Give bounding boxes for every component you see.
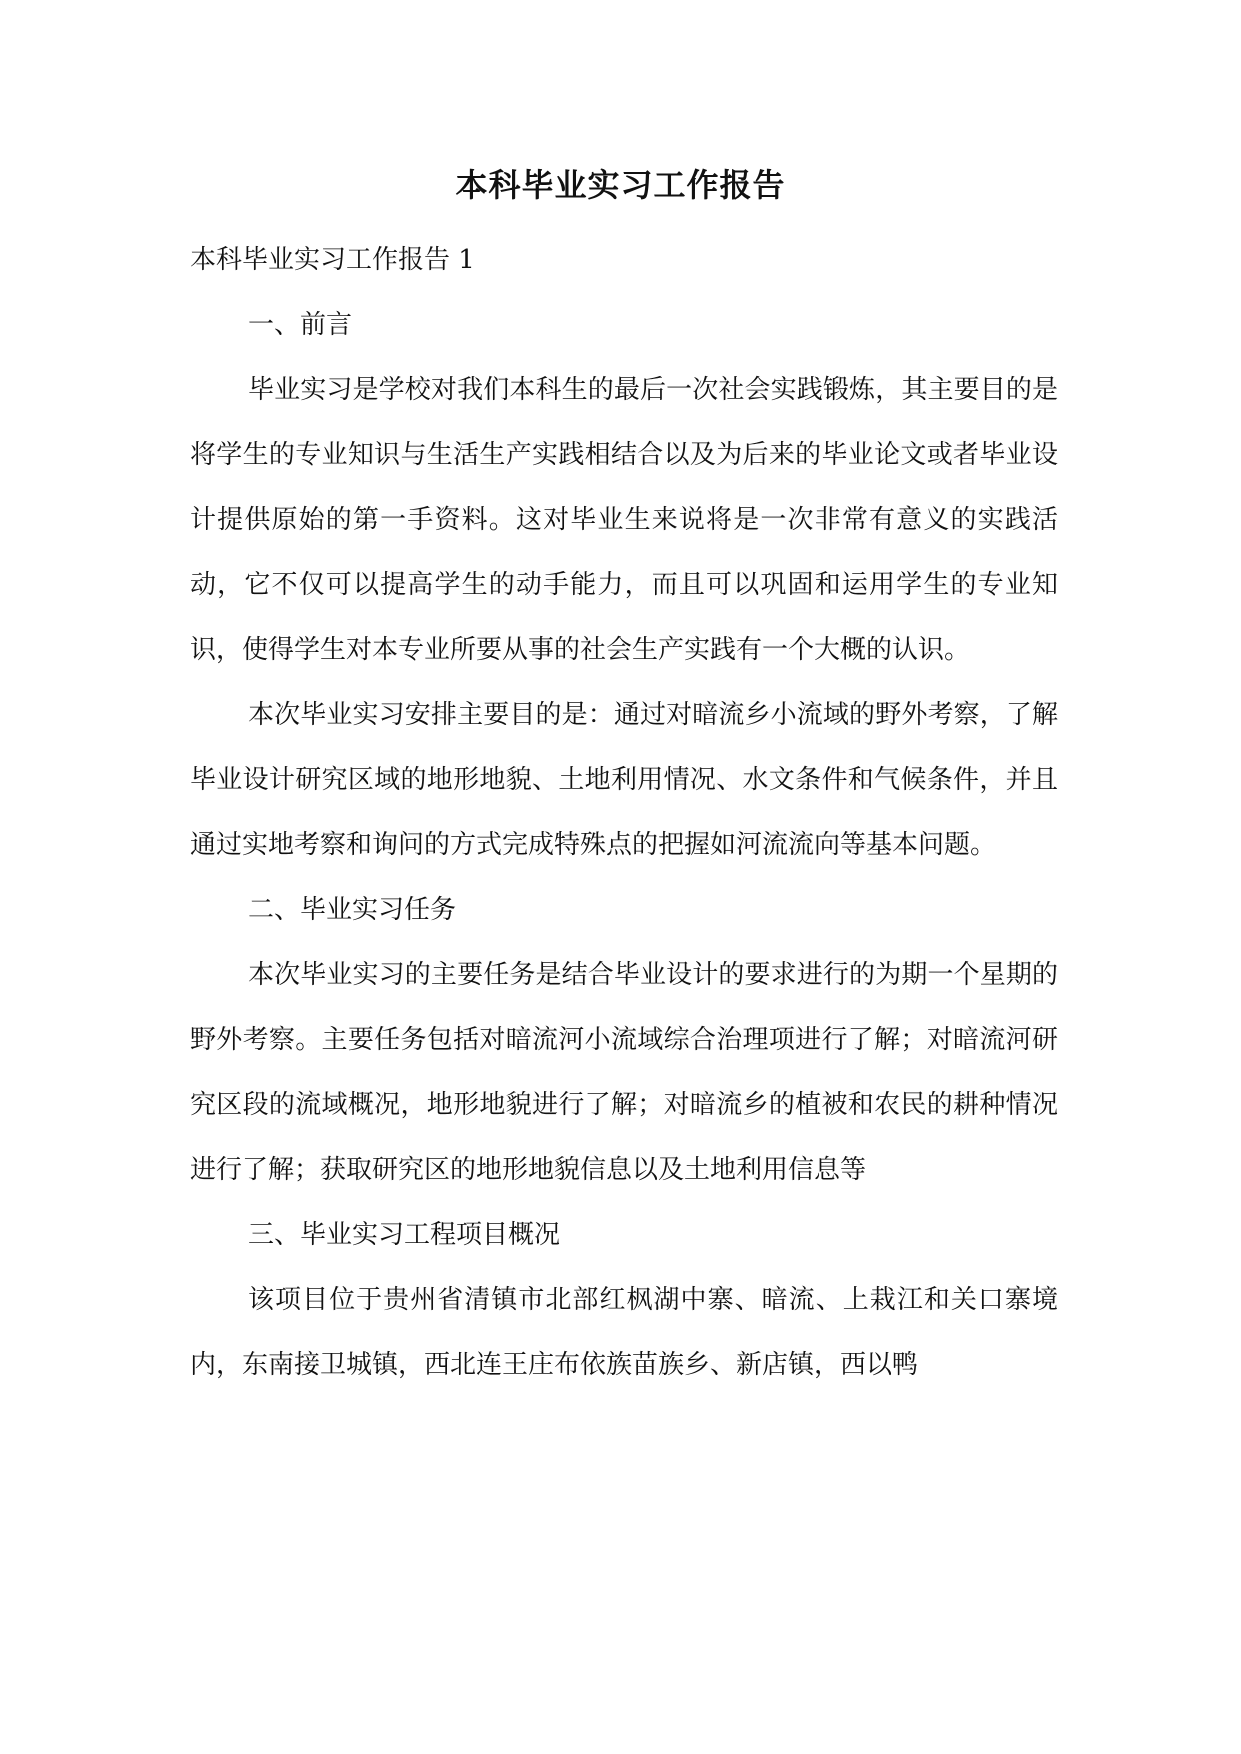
paragraph-tasks: 本次毕业实习的主要任务是结合毕业设计的要求进行的为期一个星期的野外考察。主要任务包括对暗流河小流域综合治理项进行了解；对暗流河研究区段的流域概况，地形地貌进行了解；对暗流乡的植被和农民的耕种情况进行了解；获取研究区的地形地貌信息以及土地利用信息等 — [190, 960, 1058, 1185]
section-heading-tasks: 二、毕业实习任务 — [248, 895, 457, 925]
paragraph-project-location: 该项目位于贵州省清镇市北部红枫湖中寨、暗流、上栽江和关口寨境内，东南接卫城镇，西北连王庄布依族苗族乡、新店镇，西以鸭 — [190, 1285, 1058, 1380]
section-heading-project-overview: 三、毕业实习工程项目概况 — [248, 1220, 561, 1250]
document-title: 本科毕业实习工作报告 — [455, 166, 786, 204]
section-heading-preface: 一、前言 — [248, 310, 353, 340]
paragraph-preface-purpose: 毕业实习是学校对我们本科生的最后一次社会实践锻炼，其主要目的是将学生的专业知识与生活生产实践相结合以及为后来的毕业论文或者毕业设计提供原始的第一手资料。这对毕业生来说将是一次非常有意义的实践活动，它不仅可以提高学生的动手能力，而且可以巩固和运用学生的专业知识，使得学生对本专业所要从事的社会生产实践有一个大概的认识。 — [190, 375, 1058, 665]
document-subtitle: 本科毕业实习工作报告 1 — [190, 245, 475, 275]
document-body — [190, 228, 1058, 1398]
paragraph-internship-goal: 本次毕业实习安排主要目的是：通过对暗流乡小流域的野外考察，了解毕业设计研究区域的地形地貌、土地利用情况、水文条件和气候条件，并且通过实地考察和询问的方式完成特殊点的把握如河流流向等基本问题。 — [190, 700, 1058, 860]
